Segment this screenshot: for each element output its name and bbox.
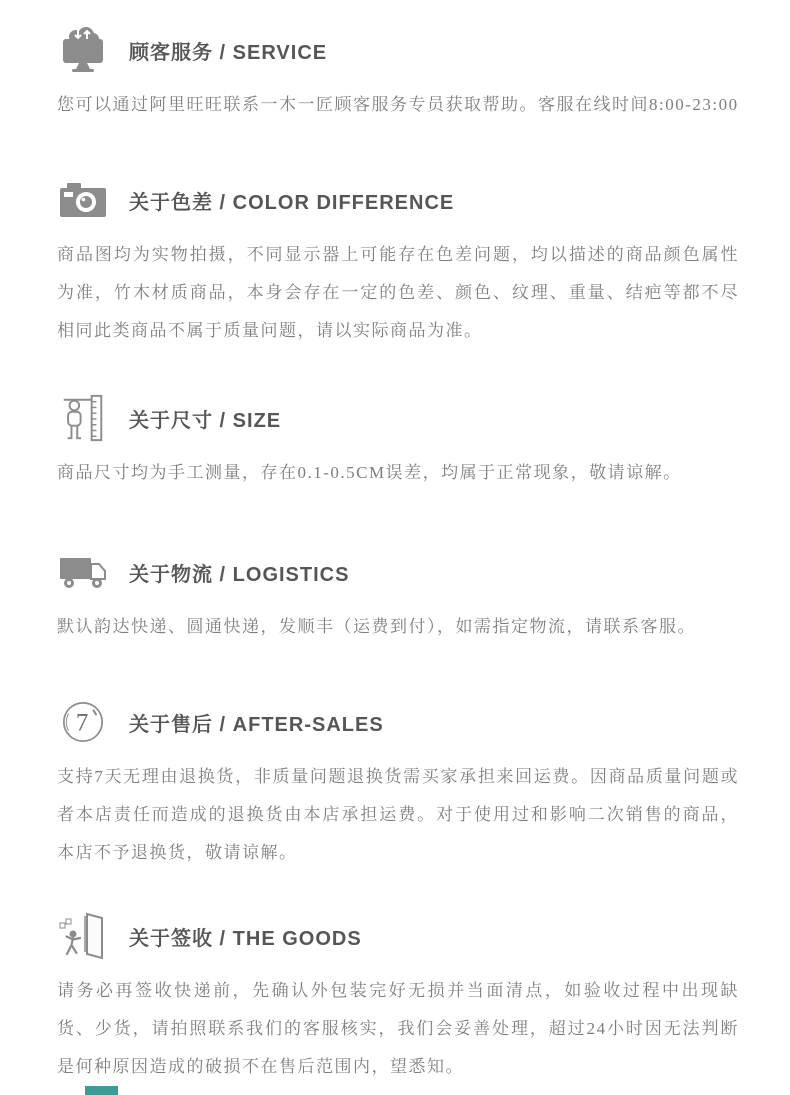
monitor-cloud-icon xyxy=(57,26,109,74)
section-body-text: 商品图均为实物拍摄，不同显示器上可能存在色差问题，均以描述的商品颜色属性为准，竹木材质商品，本身会存在一定的色差、颜色、纹理、重量、结疤等都不尽相同此类商品不属于质量问题，请以实际商品为准。 xyxy=(57,245,739,340)
section-body-text: 商品尺寸均为手工测量，存在0.1-0.5CM误差，均属于正常现象，敬请谅解。 xyxy=(57,463,682,482)
seven-day-return-icon xyxy=(57,698,109,746)
section-title: 关于签收 / THE GOODS xyxy=(129,927,362,950)
section-body-text: 支持7天无理由退换货，非质量问题退换货需买家承担来回运费。因商品质量问题或者本店责任而造成的退换货由本店承担运费。对于使用过和影响二次销售的商品，本店不予退换货，敬请谅解。 xyxy=(57,767,739,862)
section-service xyxy=(57,26,739,124)
section-color-difference xyxy=(57,176,739,350)
section-title: 关于售后 / AFTER-SALES xyxy=(129,713,384,736)
section-title: 顾客服务 / SERVICE xyxy=(129,41,328,64)
section-title: 关于尺寸 / SIZE xyxy=(129,409,282,432)
section-title: 关于色差 / COLOR DIFFERENCE xyxy=(129,191,455,214)
section-header xyxy=(57,26,739,74)
section-logistics xyxy=(57,548,739,646)
camera-icon xyxy=(57,176,109,224)
bottom-accent-bar xyxy=(85,1086,118,1095)
truck-icon xyxy=(57,548,109,596)
section-title: 关于物流 / LOGISTICS xyxy=(129,563,350,586)
section-goods-receipt xyxy=(57,912,739,1086)
section-header xyxy=(57,912,739,960)
section-header xyxy=(57,394,739,442)
svg-text:7: 7 xyxy=(75,709,89,737)
section-body-text: 默认韵达快递、圆通快递，发顺丰（运费到付），如需指定物流，请联系客服。 xyxy=(57,617,696,636)
door-receive-icon xyxy=(57,912,109,960)
section-after-sales xyxy=(57,698,739,872)
section-header xyxy=(57,548,739,596)
section-body-text: 您可以通过阿里旺旺联系一木一匠顾客服务专员获取帮助。客服在线时间8:00-23:00 xyxy=(57,95,739,114)
section-header xyxy=(57,698,739,746)
section-header xyxy=(57,176,739,224)
section-size xyxy=(57,394,739,492)
section-body-text: 请务必再签收快递前，先确认外包装完好无损并当面清点，如验收过程中出现缺货、少货，请拍照联系我们的客服核实，我们会妥善处理，超过24小时因无法判断是何种原因造成的破损不在售后范围内，望悉知。 xyxy=(57,981,739,1076)
height-ruler-icon xyxy=(57,394,109,442)
